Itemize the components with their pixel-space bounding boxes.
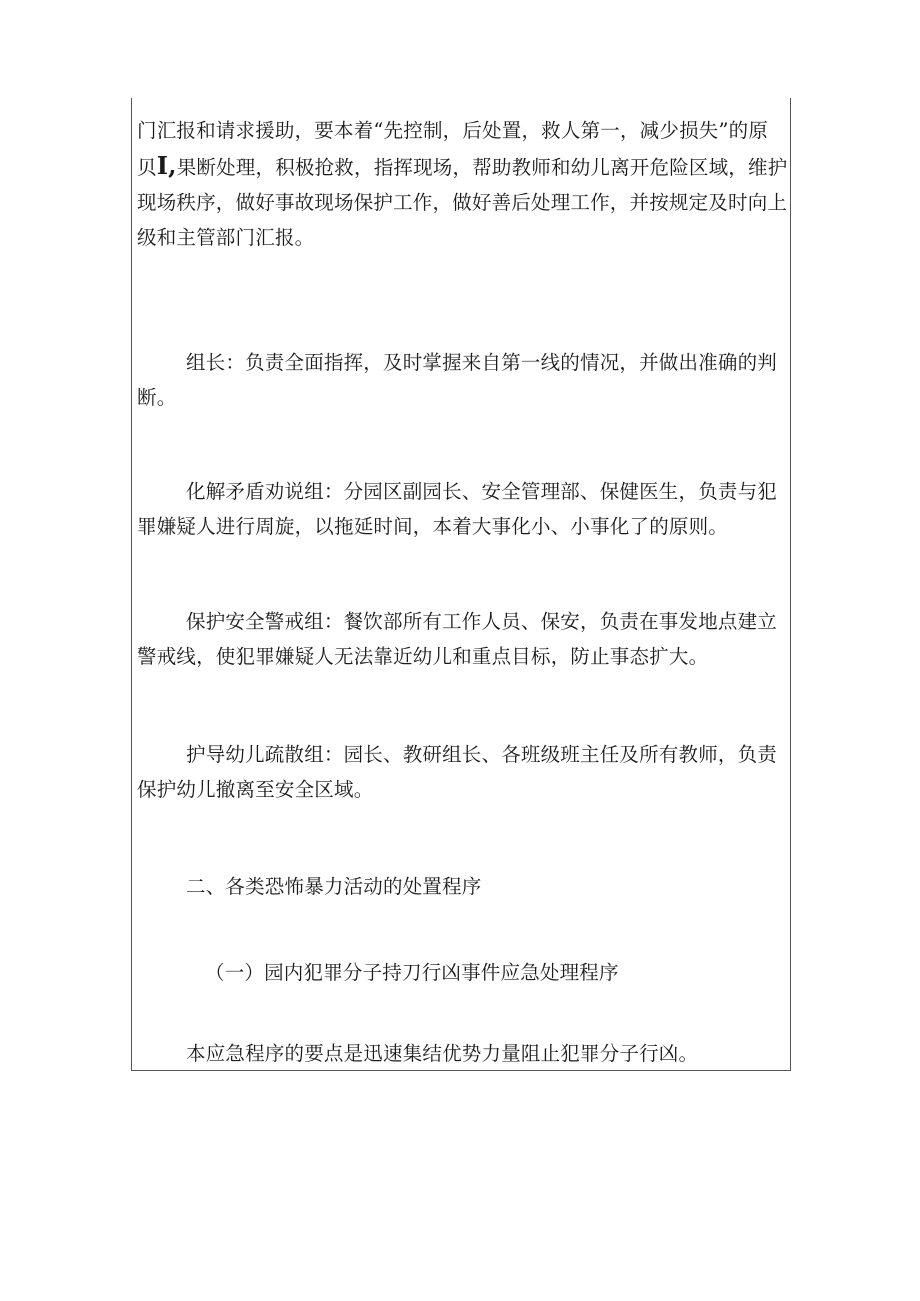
intro-line-4: 级和主管部门汇报。 — [137, 226, 315, 249]
closing-text: 本应急程序的要点是迅速集结优势力量阻止犯罪分子行凶。 — [186, 1042, 699, 1065]
subsection-heading — [137, 955, 787, 990]
intro-paragraph — [137, 113, 787, 255]
section-heading — [137, 869, 787, 904]
section-heading-text: 二、各类恐怖暴力活动的处置程序 — [186, 875, 482, 898]
intro-line-2 — [137, 148, 787, 185]
evacuation-line-1: 护导幼儿疏散组：园长、教研组长、各班级班主任及所有教师，负责 — [186, 743, 778, 766]
mediation-line-2: 罪嫌疑人进行周旋，以拖延时间，本着大事化小、小事化了的原则。 — [137, 515, 729, 538]
leader-paragraph — [137, 345, 787, 415]
guard-paragraph — [137, 604, 787, 674]
intro-line-2-glyph: I, — [156, 151, 177, 180]
leader-line-1: 组长：负责全面指挥，及时掌握来自第一线的情况，并做出准确的判 — [186, 351, 778, 374]
intro-line-1: 门汇报和请求援助，要本着“先控制，后处置，救人第一，减少损失”的原 — [137, 119, 769, 142]
evacuation-paragraph — [137, 737, 787, 807]
subsection-heading-text: （一）园内犯罪分子持刀行凶事件应急处理程序 — [205, 961, 619, 984]
intro-line-3: 现场秩序，做好事故现场保护工作，做好善后处理工作，并按规定及时向上 — [137, 191, 788, 214]
evacuation-line-2: 保护幼儿撤离至安全区域。 — [137, 778, 374, 801]
closing-paragraph — [137, 1036, 787, 1071]
leader-line-2: 断。 — [137, 386, 177, 409]
intro-line-2-prefix: 贝 — [137, 156, 157, 179]
mediation-paragraph — [137, 474, 787, 544]
mediation-line-1: 化解矛盾劝说组：分园区副园长、安全管理部、保健医生，负责与犯 — [186, 480, 778, 503]
guard-line-1: 保护安全警戒组：餐饮部所有工作人员、保安，负责在事发地点建立 — [186, 610, 778, 633]
intro-line-2-text: 果断处理，积极抢救，指挥现场，帮助教师和幼儿离开危险区域，维护 — [176, 156, 788, 179]
guard-line-2: 警戒线，使犯罪嫌疑人无法靠近幼儿和重点目标，防止事态扩大。 — [137, 645, 709, 668]
